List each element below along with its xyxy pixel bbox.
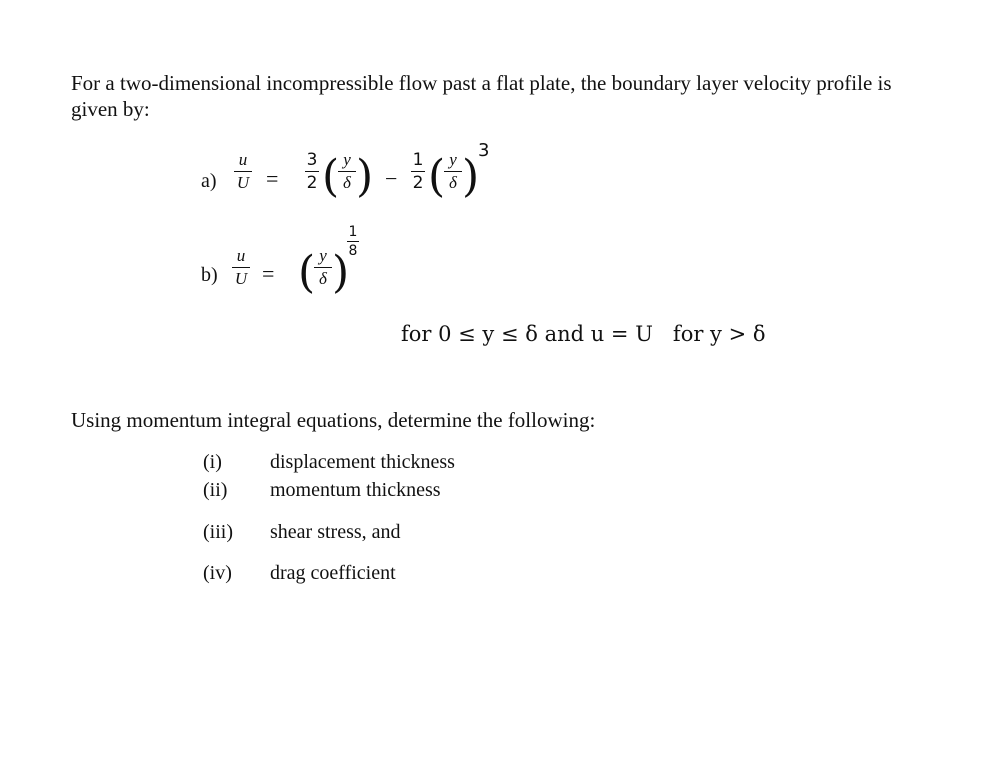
equation-b-lhs-numerator: u: [236, 246, 246, 265]
equation-b-exponent-numerator: 1: [348, 224, 358, 240]
equation-a-y-delta-fraction-1: [338, 150, 356, 193]
list-item-text: momentum thickness: [270, 479, 441, 501]
equation-a-lhs-fraction: [234, 150, 252, 193]
equation-b-lhs-denominator: U: [234, 269, 248, 288]
instruction-text: Using momentum integral equations, determine the following:: [71, 408, 596, 432]
equation-a-coef1-numerator: 3: [306, 150, 318, 170]
equation-b-y-delta-fraction: [314, 246, 332, 289]
equation-a-minus: −: [385, 166, 398, 191]
equation-a-coef1-denominator: 2: [306, 173, 318, 193]
list-item-numeral: (ii): [203, 479, 228, 501]
list-item-text: drag coefficient: [270, 562, 396, 584]
intro-line-2: given by:: [71, 97, 150, 121]
equation-a-coef2-fraction: [411, 150, 425, 193]
equation-a-y-2: y: [449, 150, 457, 169]
equation-a-delta-2: δ: [449, 173, 457, 192]
equation-b-exponent-fraction: [347, 224, 359, 259]
equation-a-delta-1: δ: [343, 173, 351, 192]
equation-a-right-paren-1: ): [356, 151, 374, 202]
equation-a-equals: =: [266, 166, 279, 191]
condition-text: for 0 ≤ y ≤ δ and u = U for y > δ: [401, 322, 766, 346]
equation-b-exponent-denominator: 8: [348, 243, 358, 259]
equation-a-y-delta-fraction-2: [444, 150, 462, 193]
equation-b-equals: =: [262, 261, 275, 286]
equation-a-coef2-denominator: 2: [412, 173, 424, 193]
list-item-text: displacement thickness: [270, 451, 455, 473]
equation-b-delta: δ: [319, 269, 327, 288]
equation-a-exponent: 3: [478, 140, 490, 161]
intro-text: [71, 70, 951, 122]
list-item-numeral: (iv): [203, 562, 232, 584]
intro-line-1: For a two-dimensional incompressible flow past a flat plate, the boundary layer velocity profile is: [71, 71, 892, 95]
equation-b-y: y: [319, 246, 327, 265]
equation-b-right-paren: ): [332, 247, 350, 298]
equation-a-lhs-denominator: U: [236, 173, 250, 192]
list-item-numeral: (i): [203, 451, 222, 473]
equation-b-label: b): [201, 264, 218, 286]
equation-a-left-paren-2: (: [428, 151, 446, 202]
equation-a-label: a): [201, 170, 217, 192]
equation-b-left-paren: (: [298, 247, 316, 298]
equation-a-coef2-numerator: 1: [412, 150, 424, 170]
equation-a-lhs-numerator: u: [238, 150, 248, 169]
list-item-numeral: (iii): [203, 521, 233, 543]
equation-a-left-paren-1: (: [322, 151, 340, 202]
equation-a-coef1-fraction: [305, 150, 319, 193]
equation-b-lhs-fraction: [232, 246, 250, 289]
list-item-text: shear stress, and: [270, 521, 401, 543]
equation-a-y-1: y: [343, 150, 351, 169]
equation-a-right-paren-2: ): [462, 151, 480, 202]
